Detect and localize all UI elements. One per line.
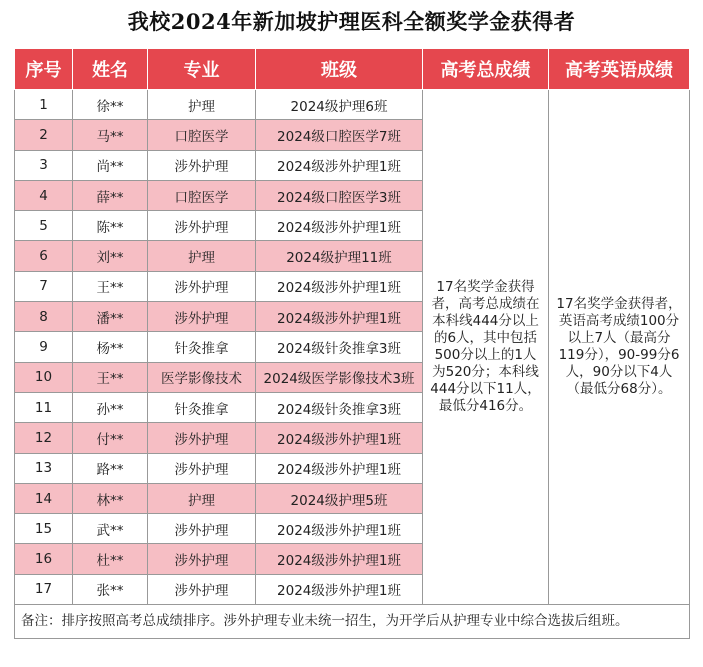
header-english-score: 高考英语成绩 bbox=[549, 49, 690, 90]
cell-major: 涉外护理 bbox=[148, 423, 256, 453]
cell-major: 涉外护理 bbox=[148, 302, 256, 332]
cell-seq: 7 bbox=[15, 271, 73, 301]
cell-seq: 16 bbox=[15, 544, 73, 574]
cell-name: 付** bbox=[73, 423, 148, 453]
cell-name: 王** bbox=[73, 271, 148, 301]
cell-major: 口腔医学 bbox=[148, 180, 256, 210]
cell-class: 2024级涉外护理1班 bbox=[256, 514, 423, 544]
cell-seq: 12 bbox=[15, 423, 73, 453]
header-name: 姓名 bbox=[73, 49, 148, 90]
cell-major: 医学影像技术 bbox=[148, 362, 256, 392]
cell-major: 涉外护理 bbox=[148, 544, 256, 574]
cell-class: 2024级涉外护理1班 bbox=[256, 271, 423, 301]
cell-name: 马** bbox=[73, 120, 148, 150]
scholarship-table bbox=[14, 48, 690, 639]
cell-seq: 8 bbox=[15, 302, 73, 332]
cell-class: 2024级口腔医学7班 bbox=[256, 120, 423, 150]
cell-seq: 11 bbox=[15, 392, 73, 422]
header-total-score: 高考总成绩 bbox=[423, 49, 549, 90]
cell-name: 杜** bbox=[73, 544, 148, 574]
cell-name: 潘** bbox=[73, 302, 148, 332]
cell-class: 2024级护理5班 bbox=[256, 483, 423, 513]
cell-major: 涉外护理 bbox=[148, 453, 256, 483]
cell-class: 2024级医学影像技术3班 bbox=[256, 362, 423, 392]
cell-major: 涉外护理 bbox=[148, 574, 256, 604]
header-seq: 序号 bbox=[15, 49, 73, 90]
cell-major: 口腔医学 bbox=[148, 120, 256, 150]
cell-major: 针灸推拿 bbox=[148, 332, 256, 362]
cell-name: 尚** bbox=[73, 150, 148, 180]
cell-seq: 4 bbox=[15, 180, 73, 210]
cell-seq: 1 bbox=[15, 90, 73, 120]
cell-class: 2024级涉外护理1班 bbox=[256, 423, 423, 453]
cell-name: 陈** bbox=[73, 211, 148, 241]
cell-major: 护理 bbox=[148, 241, 256, 271]
cell-seq: 15 bbox=[15, 514, 73, 544]
note-row bbox=[15, 605, 690, 639]
cell-major: 涉外护理 bbox=[148, 150, 256, 180]
cell-name: 孙** bbox=[73, 392, 148, 422]
cell-class: 2024级口腔医学3班 bbox=[256, 180, 423, 210]
cell-major: 涉外护理 bbox=[148, 514, 256, 544]
table-row bbox=[15, 90, 690, 120]
cell-name: 王** bbox=[73, 362, 148, 392]
cell-major: 护理 bbox=[148, 483, 256, 513]
note-text: 备注：排序按照高考总成绩排序。涉外护理专业未统一招生，为开学后从护理专业中综合选拔后组班。 bbox=[15, 605, 690, 639]
header-major: 专业 bbox=[148, 49, 256, 90]
cell-seq: 14 bbox=[15, 483, 73, 513]
cell-name: 杨** bbox=[73, 332, 148, 362]
cell-seq: 6 bbox=[15, 241, 73, 271]
cell-seq: 3 bbox=[15, 150, 73, 180]
cell-name: 张** bbox=[73, 574, 148, 604]
cell-class: 2024级针灸推拿3班 bbox=[256, 392, 423, 422]
cell-seq: 5 bbox=[15, 211, 73, 241]
page-title: 我校2024年新加坡护理医科全额奖学金获得者 bbox=[127, 9, 576, 34]
english-score-summary: 17名奖学金获得者，英语高考成绩100分以上7人（最高分119分），90-99分6人，90分以下4人（最低分68分）。 bbox=[549, 90, 690, 605]
total-score-summary: 17名奖学金获得者，高考总成绩在本科线444分以上的6人，其中包括500分以上的1人为520分；本科线444分以下11人，最低分416分。 bbox=[423, 90, 549, 605]
cell-name: 徐** bbox=[73, 90, 148, 120]
cell-major: 护理 bbox=[148, 90, 256, 120]
cell-name: 武** bbox=[73, 514, 148, 544]
cell-class: 2024级涉外护理1班 bbox=[256, 302, 423, 332]
cell-name: 薛** bbox=[73, 180, 148, 210]
cell-class: 2024级护理6班 bbox=[256, 90, 423, 120]
cell-name: 刘** bbox=[73, 241, 148, 271]
cell-major: 涉外护理 bbox=[148, 271, 256, 301]
header-class: 班级 bbox=[256, 49, 423, 90]
cell-class: 2024级护理11班 bbox=[256, 241, 423, 271]
cell-class: 2024级涉外护理1班 bbox=[256, 211, 423, 241]
cell-class: 2024级针灸推拿3班 bbox=[256, 332, 423, 362]
cell-seq: 17 bbox=[15, 574, 73, 604]
cell-class: 2024级涉外护理1班 bbox=[256, 544, 423, 574]
table-header-row bbox=[15, 49, 690, 90]
cell-name: 林** bbox=[73, 483, 148, 513]
cell-seq: 9 bbox=[15, 332, 73, 362]
cell-major: 涉外护理 bbox=[148, 211, 256, 241]
cell-major: 针灸推拿 bbox=[148, 392, 256, 422]
cell-seq: 13 bbox=[15, 453, 73, 483]
cell-class: 2024级涉外护理1班 bbox=[256, 574, 423, 604]
cell-seq: 10 bbox=[15, 362, 73, 392]
cell-class: 2024级涉外护理1班 bbox=[256, 453, 423, 483]
cell-name: 路** bbox=[73, 453, 148, 483]
cell-seq: 2 bbox=[15, 120, 73, 150]
cell-class: 2024级涉外护理1班 bbox=[256, 150, 423, 180]
